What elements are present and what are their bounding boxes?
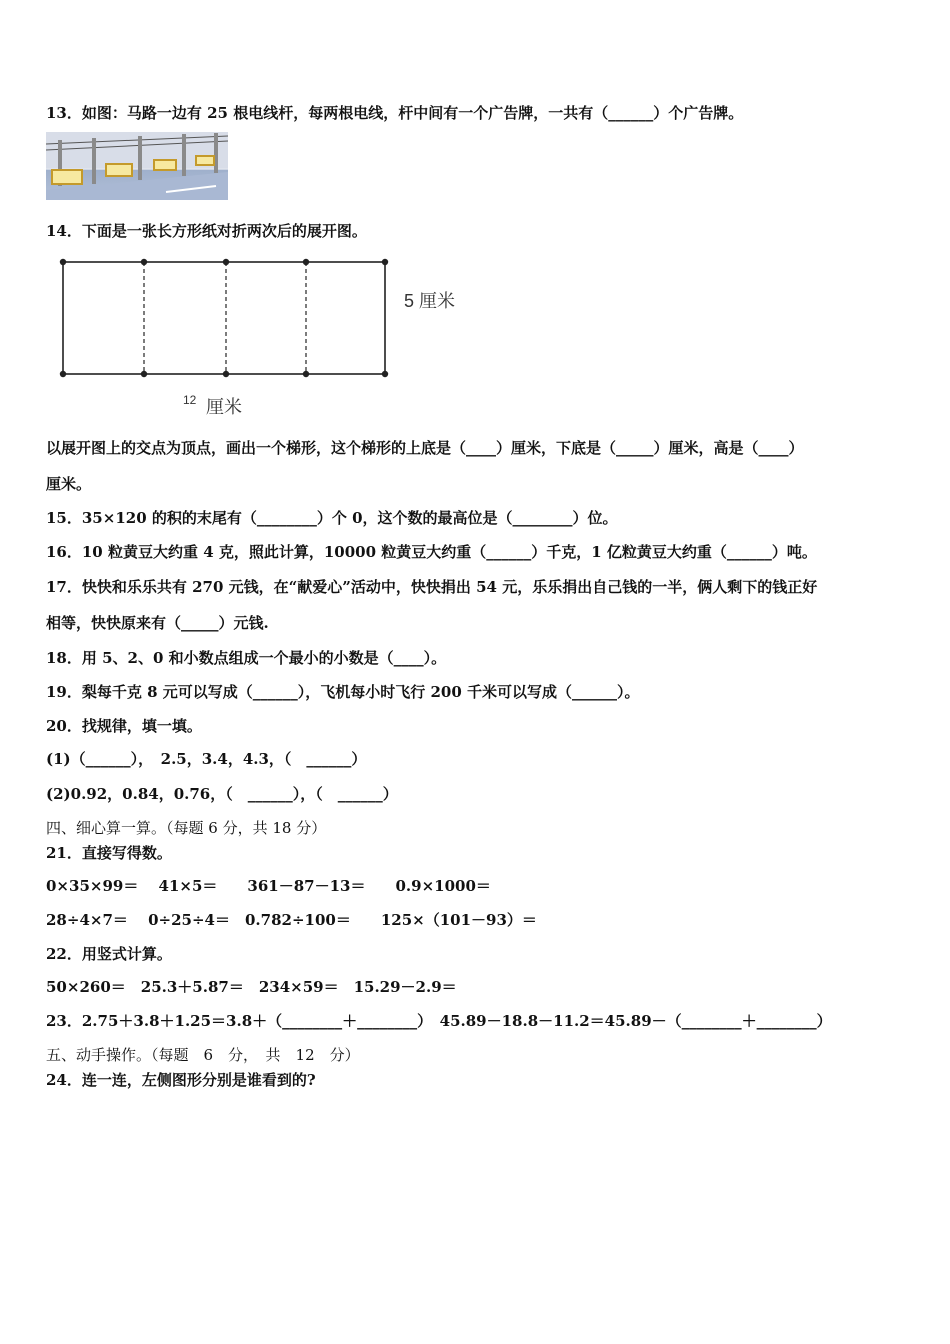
width-number: 12 — [183, 393, 197, 407]
question-21-row2: 28÷4×7＝ 0÷25÷4＝ 0.782÷100＝ 125×（101－93）＝ — [46, 911, 537, 929]
question-22-row: 50×260＝ 25.3＋5.87＝ 234×59＝ 15.29－2.9＝ — [46, 978, 457, 996]
question-18: 18．用 5、2、0 和小数点组成一个最小的小数是（____）。 — [46, 649, 447, 667]
question-20-title: 20．找规律，填一填。 — [46, 717, 202, 735]
question-14-task-line1: 以展开图上的交点为顶点，画出一个梯形，这个梯形的上底是（____）厘米，下底是（_____）厘米，高是（____） — [46, 439, 804, 457]
question-16: 16．10 粒黄豆大约重 4 克，照此计算，10000 粒黄豆大约重（______）千克，1 亿粒黄豆大约重（______）吨。 — [46, 543, 817, 561]
question-14-task-line2: 厘米。 — [46, 475, 92, 493]
section-4-title: 四、细心算一算。（每题 6 分，共 18 分） — [46, 819, 327, 837]
question-20-part1: (1)（______）， 2.5，3.4，4.3，（ ______） — [46, 750, 367, 768]
section-5-title: 五、动手操作。（每题 6 分， 共 12 分） — [46, 1046, 360, 1064]
question-17-line2: 相等，快快原来有（_____）元钱. — [46, 614, 269, 632]
question-14: 14．下面是一张长方形纸对折两次后的展开图。 — [46, 222, 367, 240]
question-21-title: 21．直接写得数。 — [46, 844, 172, 862]
question-21-row1: 0×35×99＝ 41×5＝ 361－87－13＝ 0.9×1000＝ — [46, 877, 491, 895]
question-23: 23．2.75＋3.8＋1.25＝3.8＋（________＋________） 45.89－18.8－11.2＝45.89－（________＋________） — [46, 1012, 832, 1030]
question-20-part2: (2)0.92，0.84，0.76，（ ______），（ ______） — [46, 785, 398, 803]
folded-paper-figure — [46, 252, 476, 426]
question-24: 24．连一连，左侧图形分别是谁看到的? — [46, 1071, 316, 1089]
question-17-line1: 17．快快和乐乐共有 270 元钱，在“献爱心”活动中，快快捐出 54 元，乐乐捐出自己钱的一半，俩人剩下的钱正好 — [46, 578, 818, 596]
question-22-title: 22．用竖式计算。 — [46, 945, 172, 963]
question-15: 15．35×120 的积的末尾有（________）个 0，这个数的最高位是（________）位。 — [46, 509, 618, 527]
road-billboard-image — [46, 132, 228, 200]
road-billboard-picture — [46, 132, 228, 200]
question-13: 13．如图：马路一边有 25 根电线杆，每两根电线，杆中间有一个广告牌，一共有（______）个广告牌。 — [46, 104, 744, 122]
width-unit: 厘米 — [206, 397, 242, 417]
unfolded-rectangle-diagram — [46, 252, 476, 422]
height-label: 5 厘米 — [404, 291, 456, 311]
question-19: 19．梨每千克 8 元可以写成（______），飞机每小时飞行 200 千米可以写成（______）。 — [46, 683, 640, 701]
